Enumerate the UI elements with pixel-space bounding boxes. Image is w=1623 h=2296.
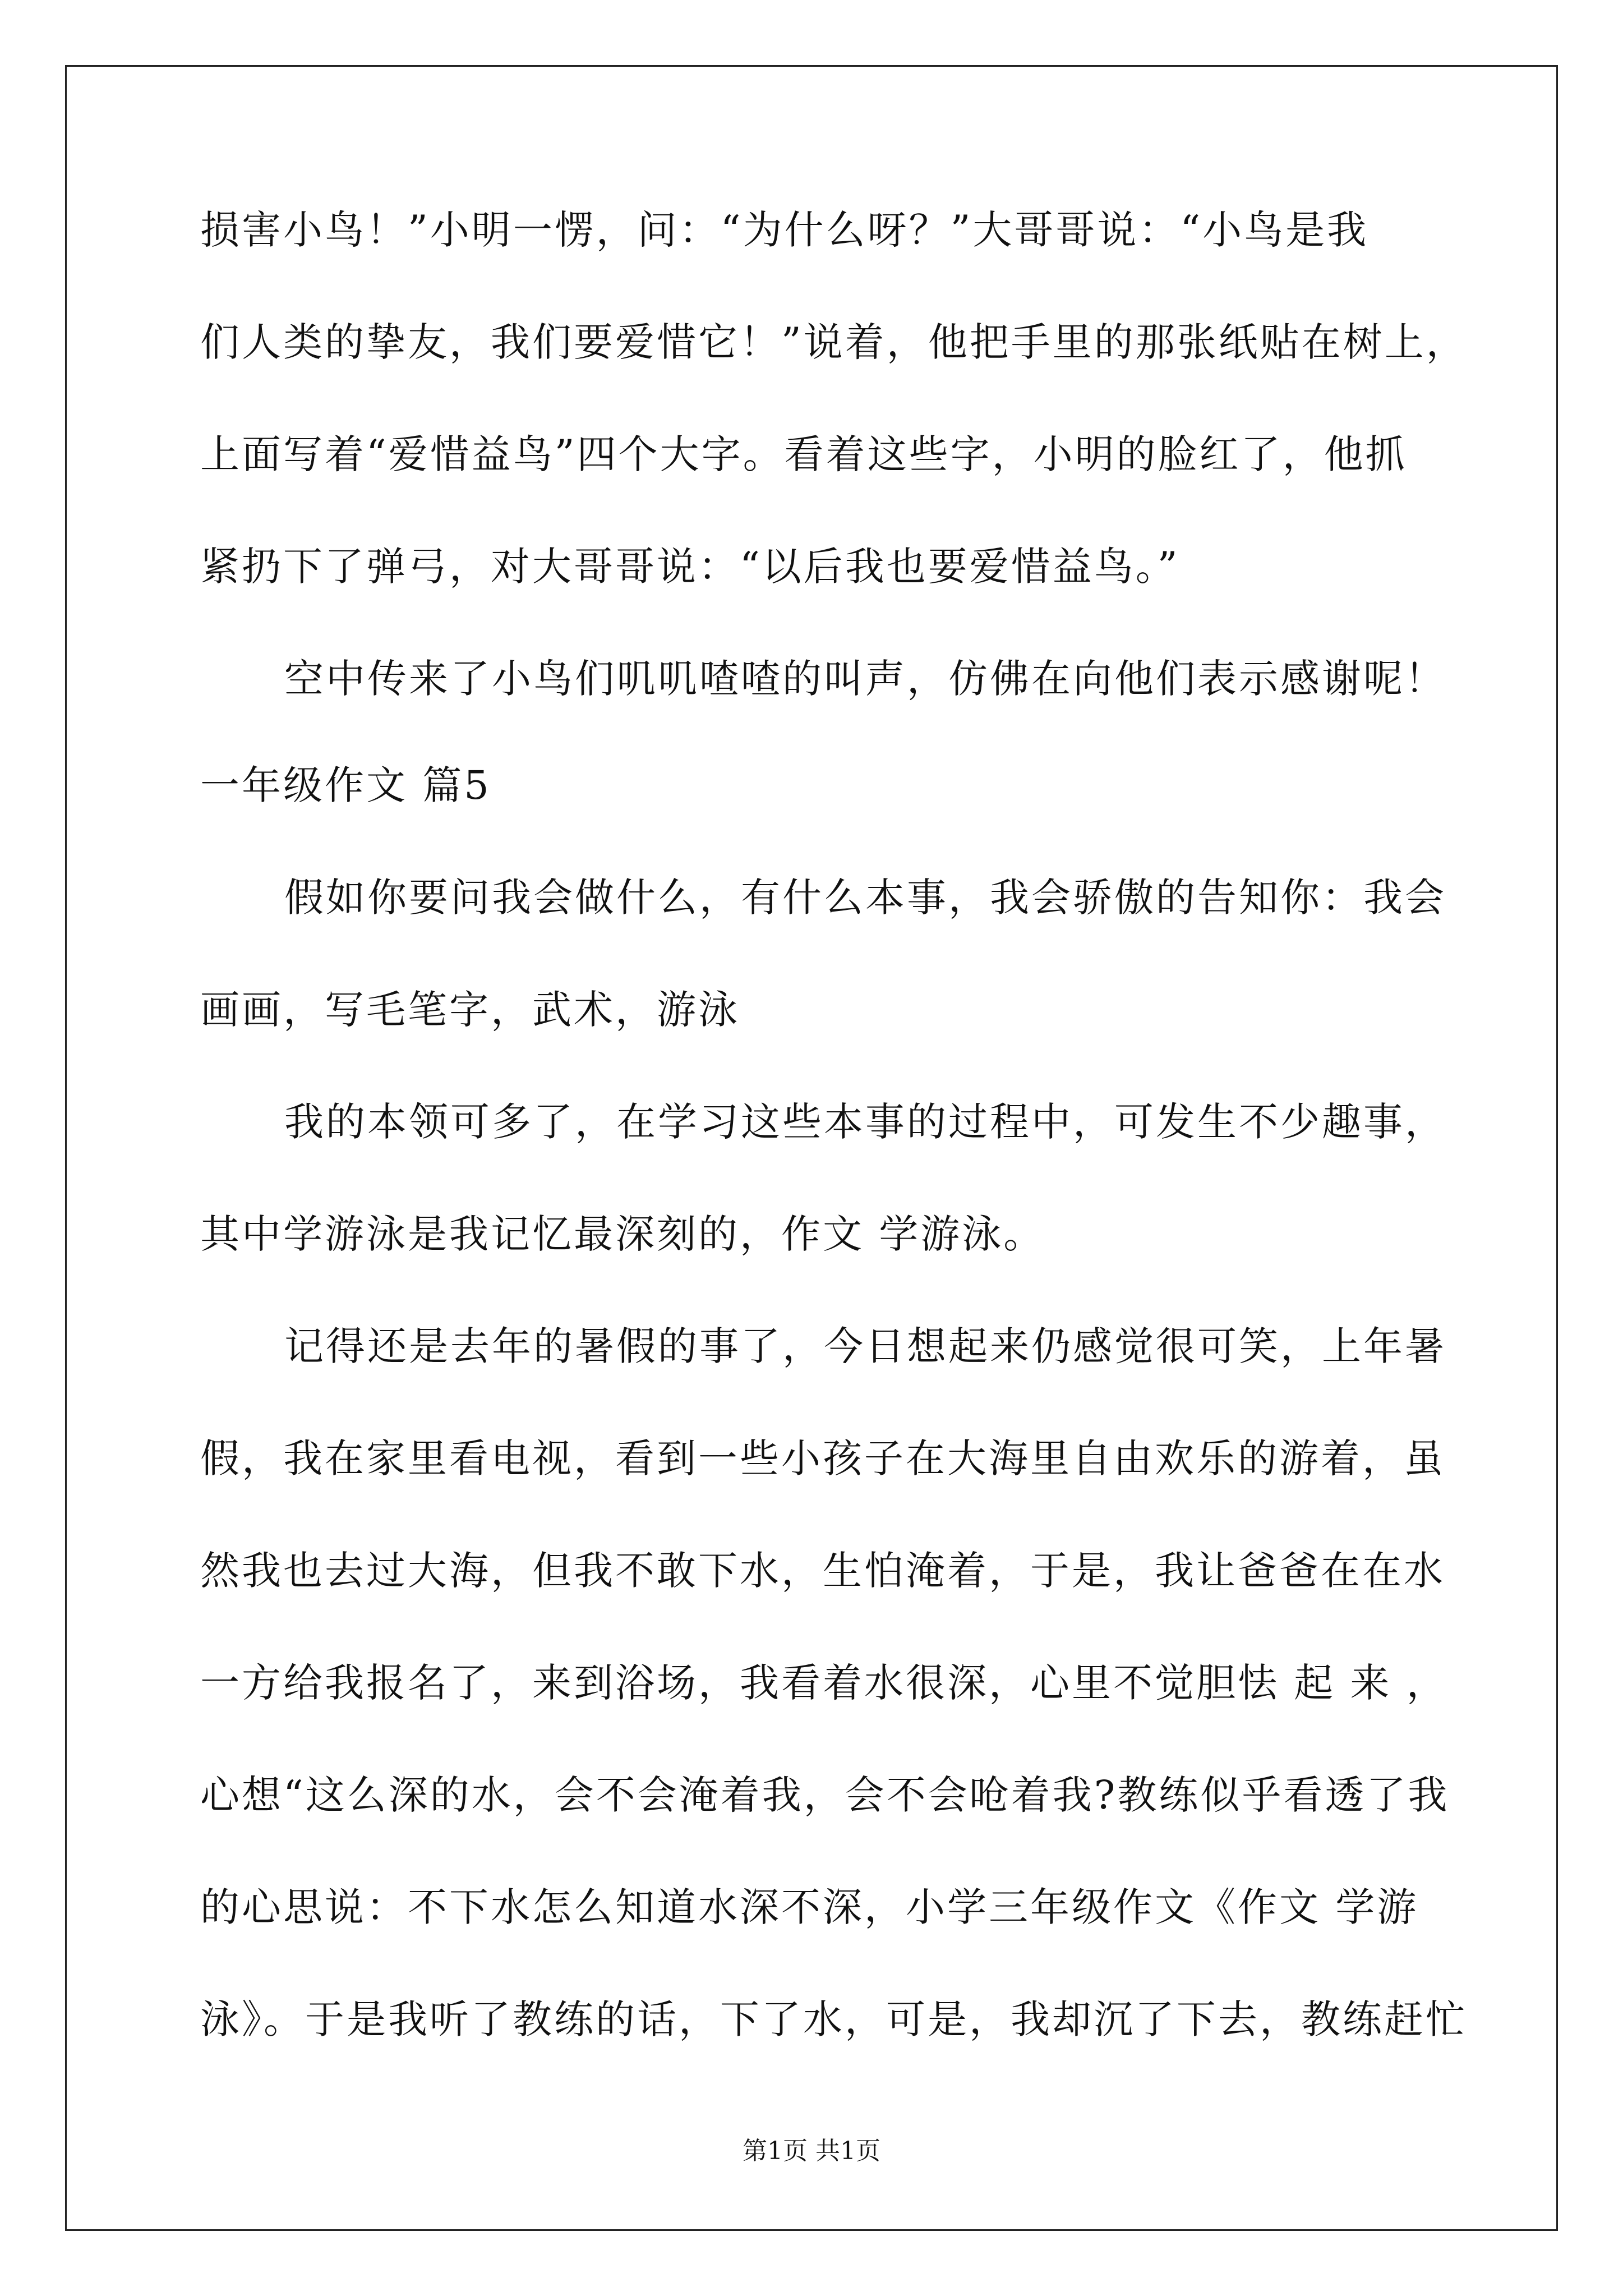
text-line: 记得还是去年的暑假的事了，今日想起来仍感觉很可笑，上年暑 (284, 1323, 1446, 1369)
text-line: 画画，写毛笔字，武术，游泳 (200, 987, 740, 1033)
text-line: 假如你要问我会做什么，有什么本事，我会骄傲的告知你：我会 (284, 875, 1446, 921)
text-line: 然我也去过大海，但我不敢下水，生怕淹着，于是，我让爸爸在在水 (200, 1548, 1445, 1594)
text-line: 其中学游泳是我记忆最深刻的，作文 学游泳。 (200, 1211, 1045, 1257)
text-line: 紧扔下了弹弓，对大哥哥说：“以后我也要爱惜益鸟。” (200, 544, 1180, 590)
text-line: 上面写着“爱惜益鸟”四个大字。看着这些字，小明的脸红了，他抓 (200, 431, 1407, 477)
text-line: 假，我在家里看电视，看到一些小孩子在大海里自由欢乐的游着，虽 (200, 1435, 1445, 1481)
text-line: 心想“这么深的水，会不会淹着我，会不会呛着我?教练似乎看透了我 (200, 1772, 1450, 1818)
page-number: 第1页 共1页 (743, 2137, 880, 2165)
text-line: 我的本领可多了，在学习这些本事的过程中，可发生不少趣事， (284, 1099, 1446, 1145)
text-line: 的心思说：不下水怎么知道水深不深，小学三年级作文《作文 学游 (200, 1884, 1419, 1930)
text-line: 空中传来了小鸟们叽叽喳喳的叫声，仿佛在向他们表示感谢呢！ (284, 656, 1446, 702)
section-heading: 一年级作文 篇5 (200, 762, 491, 808)
text-line: 一方给我报名了，来到浴场，我看着水很深，心里不觉胆怯 起 来 ， (200, 1660, 1448, 1706)
text-line: 损害小鸟！”小明一愣，问：“为什么呀？”大哥哥说：“小鸟是我 (200, 207, 1369, 253)
text-line: 泳》。于是我听了教练的话，下了水，可是，我却沉了下去，教练赶忙 (200, 1996, 1467, 2042)
text-line: 们人类的挚友，我们要爱惜它！”说着，他把手里的那张纸贴在树上， (200, 319, 1468, 365)
